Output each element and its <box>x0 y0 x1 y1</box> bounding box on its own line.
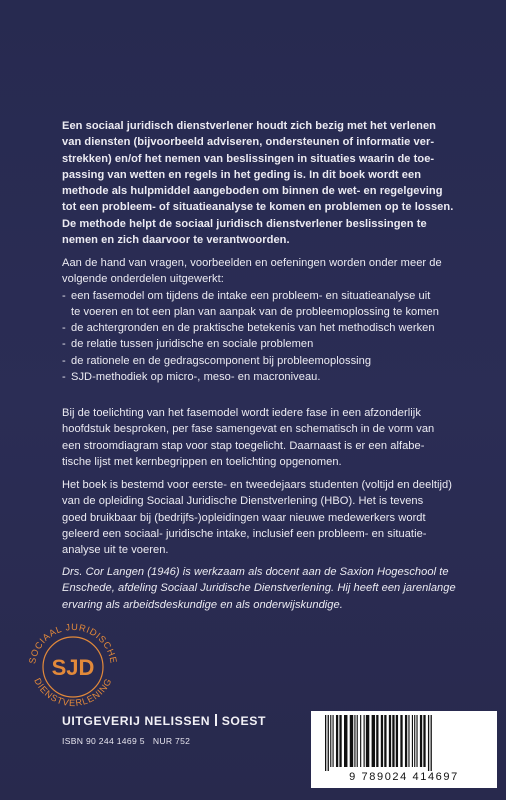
barcode-bar <box>357 715 358 767</box>
logo-ring-bottom-text: DIENSTVERLENING <box>32 676 114 709</box>
intro-line: tot een probleem- of situatieanalyse te komen en problemen op te lossen. <box>62 201 454 214</box>
list-item-line: - SJD-methodiek op micro-, meso- en macroniveau. <box>71 371 321 384</box>
publisher-name: UITGEVERIJ NELISSEN <box>62 714 211 728</box>
barcode-bar <box>376 715 378 767</box>
audience-line: geleerd een sociaal- juridische intake, inclusief een probleem- en situatie- <box>62 527 427 540</box>
barcode-bar <box>431 715 432 771</box>
barcode-bar <box>412 715 413 767</box>
barcode-bar <box>372 715 375 767</box>
audience-line: analyse uit te voeren. <box>62 544 169 557</box>
fasemodel-line: Bij de toelichting van het fasemodel wordt iedere fase in een afzonderlijk <box>62 407 421 419</box>
list-item <box>62 288 472 321</box>
barcode-bar <box>384 715 386 767</box>
barcode-bar <box>420 715 422 767</box>
barcode-bar <box>350 715 353 767</box>
author-line: Enschede, afdeling Sociaal Juridische Dienstverlening. Hij heeft een jarenlange <box>62 582 456 595</box>
barcode-bar <box>414 715 415 767</box>
topics-intro <box>62 255 472 288</box>
barcode-bar <box>328 715 329 771</box>
topics-intro-line: volgende onderdelen uitgewerkt: <box>62 273 224 286</box>
intro-line: De methode helpt de sociaal juridisch dienstverlener beslissingen te <box>62 217 427 230</box>
intro-line: nemen en zich daarvoor te verantwoorden. <box>62 234 290 247</box>
barcode-bar <box>366 715 369 767</box>
list-item <box>62 336 472 352</box>
list-item-line: te voeren en tot een plan van aanpak van de probleemoplossing te komen <box>71 305 439 318</box>
nur-code: NUR 752 <box>152 736 191 746</box>
barcode-digits: 9 789024 414697 <box>349 771 459 783</box>
fasemodel-paragraph <box>62 405 472 470</box>
barcode-bar <box>416 715 417 767</box>
barcode-bar <box>364 715 365 767</box>
barcode-bar <box>336 715 338 767</box>
barcode-bar <box>423 715 425 767</box>
author-line: Drs. Cor Langen (1946) is werkzaam als docent aan de Saxion Hogeschool te <box>62 566 449 578</box>
intro-line: strekken) en/of het nemen van beslissingen in situaties waarin de toe- <box>62 152 435 165</box>
isbn-line <box>62 736 198 746</box>
barcode-bar <box>339 715 341 767</box>
audience-paragraph <box>62 477 472 558</box>
barcode-bar <box>428 715 429 771</box>
sjd-logo <box>14 606 132 724</box>
publisher-line <box>62 714 266 728</box>
fasemodel-line: tische lijst met kernbegrippen en toelichting opgenomen. <box>62 455 342 468</box>
audience-line: van de opleiding Sociaal Juridische Dienstverlening (HBO). Het is tevens <box>62 495 424 508</box>
barcode-bar <box>392 715 394 767</box>
logo-ring-top-text: SOCIAAL JURIDISCHE <box>27 621 119 665</box>
barcode-bar <box>408 715 409 767</box>
list-item <box>62 369 472 385</box>
barcode-bar <box>330 715 331 767</box>
sjd-logo-icon <box>14 606 132 724</box>
barcode-bar <box>344 715 347 767</box>
topics-section <box>62 255 472 385</box>
list-item-line: - de achtergronden en de praktische betekenis van het methodisch werken <box>71 322 435 335</box>
barcode-bar <box>360 715 361 767</box>
intro-paragraph <box>62 118 472 248</box>
logo-initials: SJD <box>51 655 95 680</box>
barcode-bar <box>405 715 407 767</box>
barcode <box>311 711 497 788</box>
barcode-bar <box>381 715 383 767</box>
list-item-line: - de relatie tussen juridische en sociale problemen <box>71 338 314 351</box>
publisher-city: SOEST <box>221 714 267 728</box>
intro-line: passing van wetten en regels in het geding is. In dit boek wordt een <box>62 168 422 181</box>
barcode-bars <box>321 715 487 771</box>
fasemodel-line: hoofdstuk besproken, per fase samengevat en schematisch in de vorm van <box>62 423 435 436</box>
audience-line: Het boek is bestemd voor eerste- en tweedejaars studenten (voltijd en deeltijd) <box>62 479 452 491</box>
barcode-bar <box>325 715 326 771</box>
fasemodel-line: een stroomdiagram stap voor stap toegelicht. Daarnaast is er een alfabe- <box>62 439 425 452</box>
barcode-bar <box>333 715 334 767</box>
intro-line: methode als hulpmiddel aangeboden om binnen de wet- en regelgeving <box>62 185 443 198</box>
barcode-bar <box>389 715 391 767</box>
isbn-number: ISBN 90 244 1469 5 <box>62 736 145 746</box>
barcode-bar <box>354 715 355 767</box>
list-item <box>62 353 472 369</box>
list-item-line: - de rationele en de gedragscomponent bij probleemoplossing <box>71 354 372 367</box>
audience-line: goed bruikbaar bij (bedrijfs-)opleidingen waar nieuwe medewerkers wordt <box>62 511 426 524</box>
author-line: ervaring als arbeidsdeskundige en als onderwijskundige. <box>62 598 343 611</box>
barcode-bar <box>396 715 398 767</box>
list-item <box>62 320 472 336</box>
list-item-line: - een fasemodel om tijdens de intake een probleem- en situatieanalyse uit <box>71 289 431 302</box>
intro-line: Een sociaal juridisch dienstverlener houdt zich bezig met het verlenen <box>62 120 437 132</box>
publisher-separator <box>215 714 217 726</box>
topics-list <box>62 288 472 386</box>
intro-line: van diensten (bijvoorbeeld adviseren, ondersteunen of informatie ver- <box>62 136 435 149</box>
barcode-bar <box>400 715 402 767</box>
topics-intro-line: Aan de hand van vragen, voorbeelden en oefeningen worden onder meer de <box>62 257 442 269</box>
